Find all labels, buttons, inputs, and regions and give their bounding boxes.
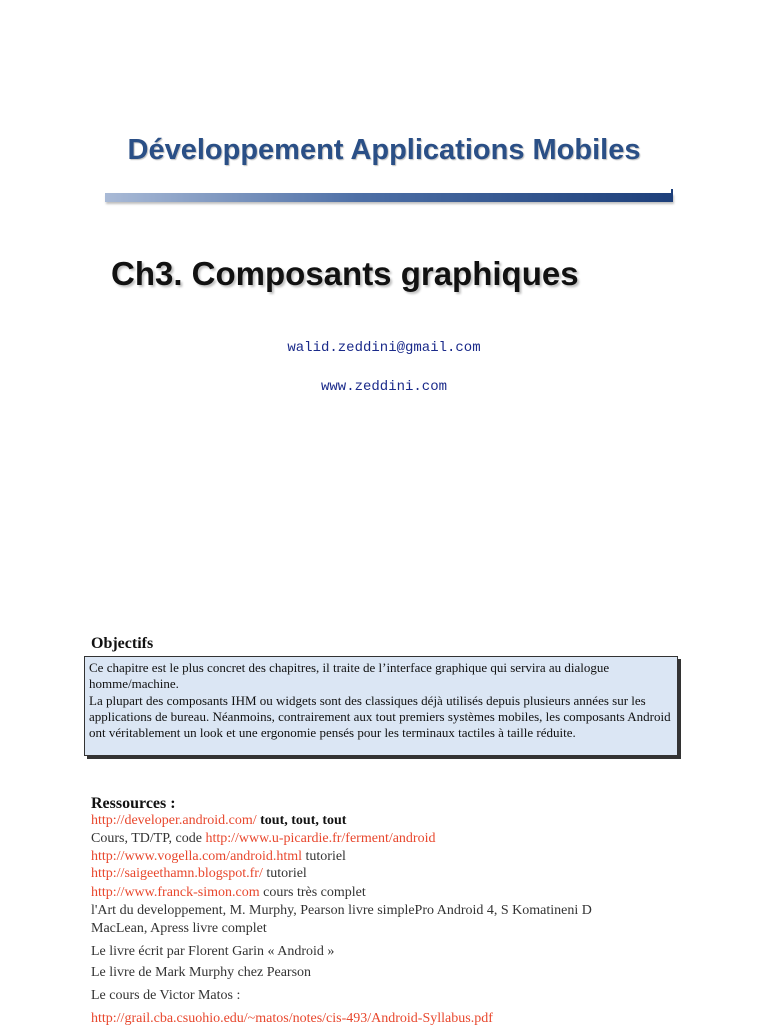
resource-link-franck-simon[interactable]: http://www.franck-simon.com [91,885,260,900]
resource-link-matos-syllabus[interactable]: http://grail.cba.csuohio.edu/~matos/notes/cis-493/Android-Syllabus.pdf [91,1011,493,1026]
resource-link-picardie[interactable]: http://www.u-picardie.fr/ferment/android [205,831,436,846]
objectives-paragraph-1: Ce chapitre est le plus concret des chapitres, il traite de l’interface graphique qui servira au dialogue homme/machine. [89,660,610,692]
resource-line-10: Le cours de Victor Matos : [91,988,241,1003]
resource-line-7: MacLean, Apress livre complet [91,921,267,936]
resource-link-android-developer[interactable]: http://developer.android.com/ [91,813,257,828]
resource-desc-picardie: Cours, TD/TP, code [91,831,206,846]
objectives-heading: Objectifs [91,635,154,652]
resource-desc-saigeethamn: tutoriel [262,866,307,881]
resource-line-9: Le livre de Mark Murphy chez Pearson [91,965,312,980]
resource-desc-franck-simon: cours très complet [259,885,366,900]
chapter-title: Ch3. Composants graphiques [111,255,579,292]
resource-line-11 [91,1011,493,1027]
resource-line-6: l'Art du developpement, M. Murphy, Pearson livre simplePro Android 4, S Komatineni D [91,903,592,918]
resource-line-5 [91,885,366,901]
resource-link-vogella[interactable]: http://www.vogella.com/android.html [91,849,303,864]
resource-line-1 [91,813,346,829]
objectives-box [84,656,678,756]
resource-desc-android-developer: tout, tout, tout [256,813,347,828]
course-title: Développement Applications Mobiles [127,134,641,166]
resource-line-8: Le livre écrit par Florent Garin « Android » [91,944,335,959]
title-underline-tick [671,189,673,202]
resource-line-4 [91,866,307,882]
resource-line-2 [91,831,435,847]
resource-link-saigeethamn[interactable]: http://saigeethamn.blogspot.fr/ [91,866,263,881]
title-underline [105,193,673,202]
objectives-paragraph-2: La plupart des composants IHM ou widgets sont des classiques déjà utilisés depuis plusieurs années sur les applications de bureau. Néanmoins, contrairement aux tout premiers systèmes mobiles, les composants Android ont véritablement un look et une ergonomie pensés pour les terminaux tactiles à taille réduite. [89,692,671,741]
author-email[interactable]: walid.zeddini@gmail.com [287,340,481,356]
resource-desc-vogella: tutoriel [302,849,346,864]
author-website[interactable]: www.zeddini.com [320,379,448,395]
resource-line-3 [91,849,346,865]
resources-heading: Ressources : [91,795,176,812]
